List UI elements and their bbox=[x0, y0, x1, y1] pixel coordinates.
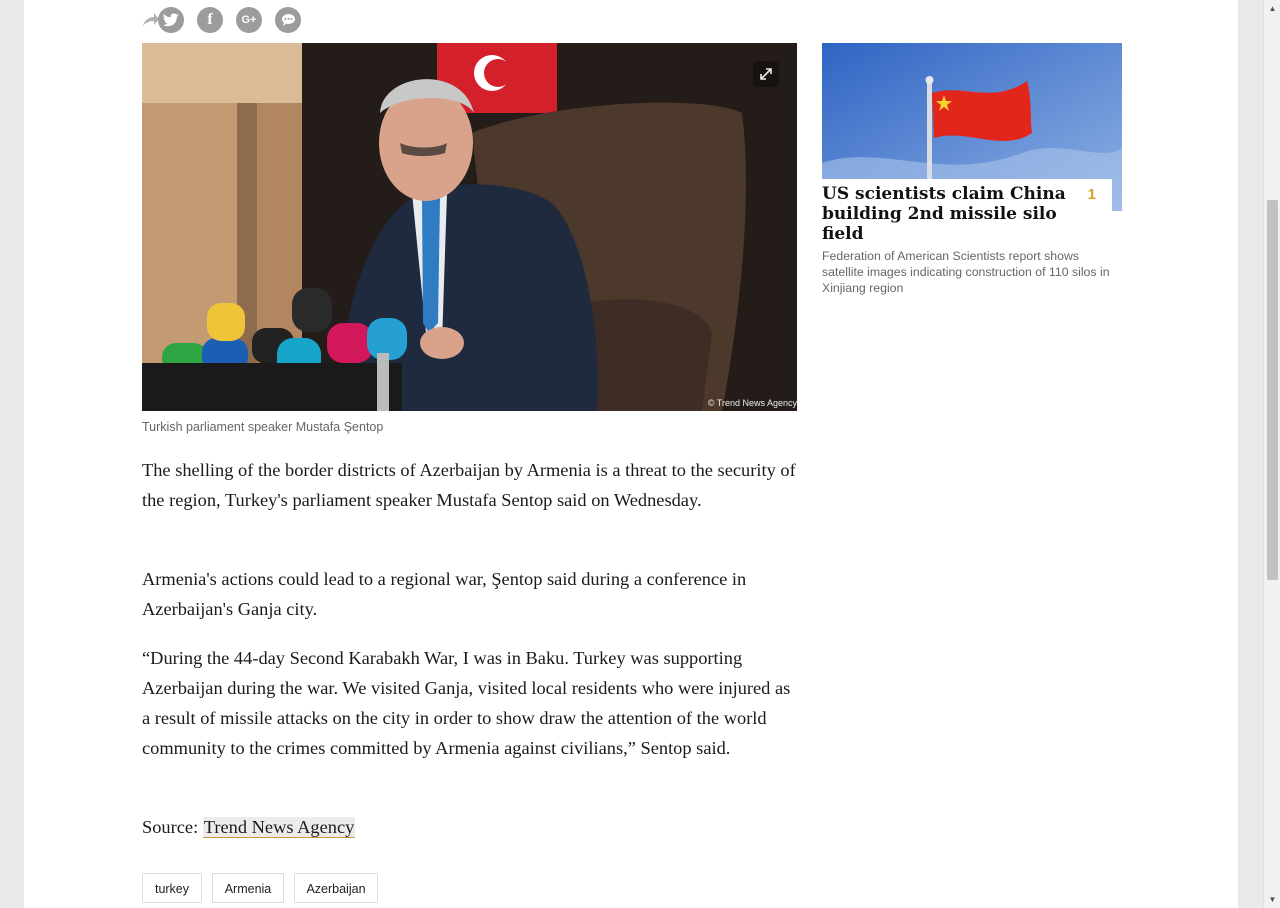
article-paragraph: The shelling of the border districts of Azerbaijan by Armenia is a threat to the security of the region, Turkey's parliament speaker Mustafa Sentop said on Wednesday. bbox=[142, 460, 796, 510]
page-scrollbar[interactable] bbox=[1263, 0, 1280, 908]
tag-armenia[interactable]: Armenia bbox=[212, 873, 284, 903]
expand-icon[interactable] bbox=[753, 61, 779, 87]
article-source bbox=[142, 812, 797, 842]
tag-azerbaijan[interactable]: Azerbaijan bbox=[294, 873, 378, 903]
source-link[interactable]: Trend News Agency bbox=[203, 817, 355, 837]
comment-icon[interactable] bbox=[275, 7, 301, 33]
google-plus-glyph: G+ bbox=[241, 14, 257, 26]
scroll-up-arrow-icon[interactable]: ▲ bbox=[1268, 4, 1277, 13]
sidebar-story-rank: 1 bbox=[1087, 186, 1096, 203]
article-image[interactable] bbox=[142, 43, 797, 411]
article-paragraph: Armenia's actions could lead to a regional war, Şentop said during a conference in Azerbaijan's Ganja city. bbox=[142, 569, 747, 619]
sidebar-story-description: Federation of American Scientists report shows satellite images indicating construction of 110 silos in Xinjiang region bbox=[822, 249, 1110, 295]
image-caption: Turkish parliament speaker Mustafa Şentop bbox=[142, 420, 384, 434]
google-plus-icon[interactable] bbox=[236, 7, 262, 33]
facebook-icon[interactable] bbox=[197, 7, 223, 33]
tag-turkey[interactable]: turkey bbox=[142, 873, 202, 903]
sidebar-story-title[interactable]: US scientists claim China building 2nd missile silo field bbox=[822, 184, 1066, 244]
image-credit: © Trend News Agency bbox=[707, 398, 797, 408]
sidebar-story-card[interactable] bbox=[822, 179, 1112, 247]
facebook-glyph: f bbox=[207, 11, 213, 28]
twitter-icon[interactable] bbox=[158, 7, 184, 33]
scroll-down-arrow-icon[interactable]: ▼ bbox=[1268, 895, 1277, 904]
article-photo bbox=[142, 43, 797, 411]
source-label: Source: bbox=[142, 817, 203, 837]
scroll-thumb[interactable] bbox=[1267, 200, 1278, 580]
article-paragraph: “During the 44-day Second Karabakh War, I was in Baku. Turkey was supporting Azerbaijan during the war. We visited Ganja, visited local residents who were injured as a result of missile attacks on the city in order to show draw the attention of the world community to the crimes committed by Armenia against civilians,” Sentop said. bbox=[142, 648, 791, 758]
